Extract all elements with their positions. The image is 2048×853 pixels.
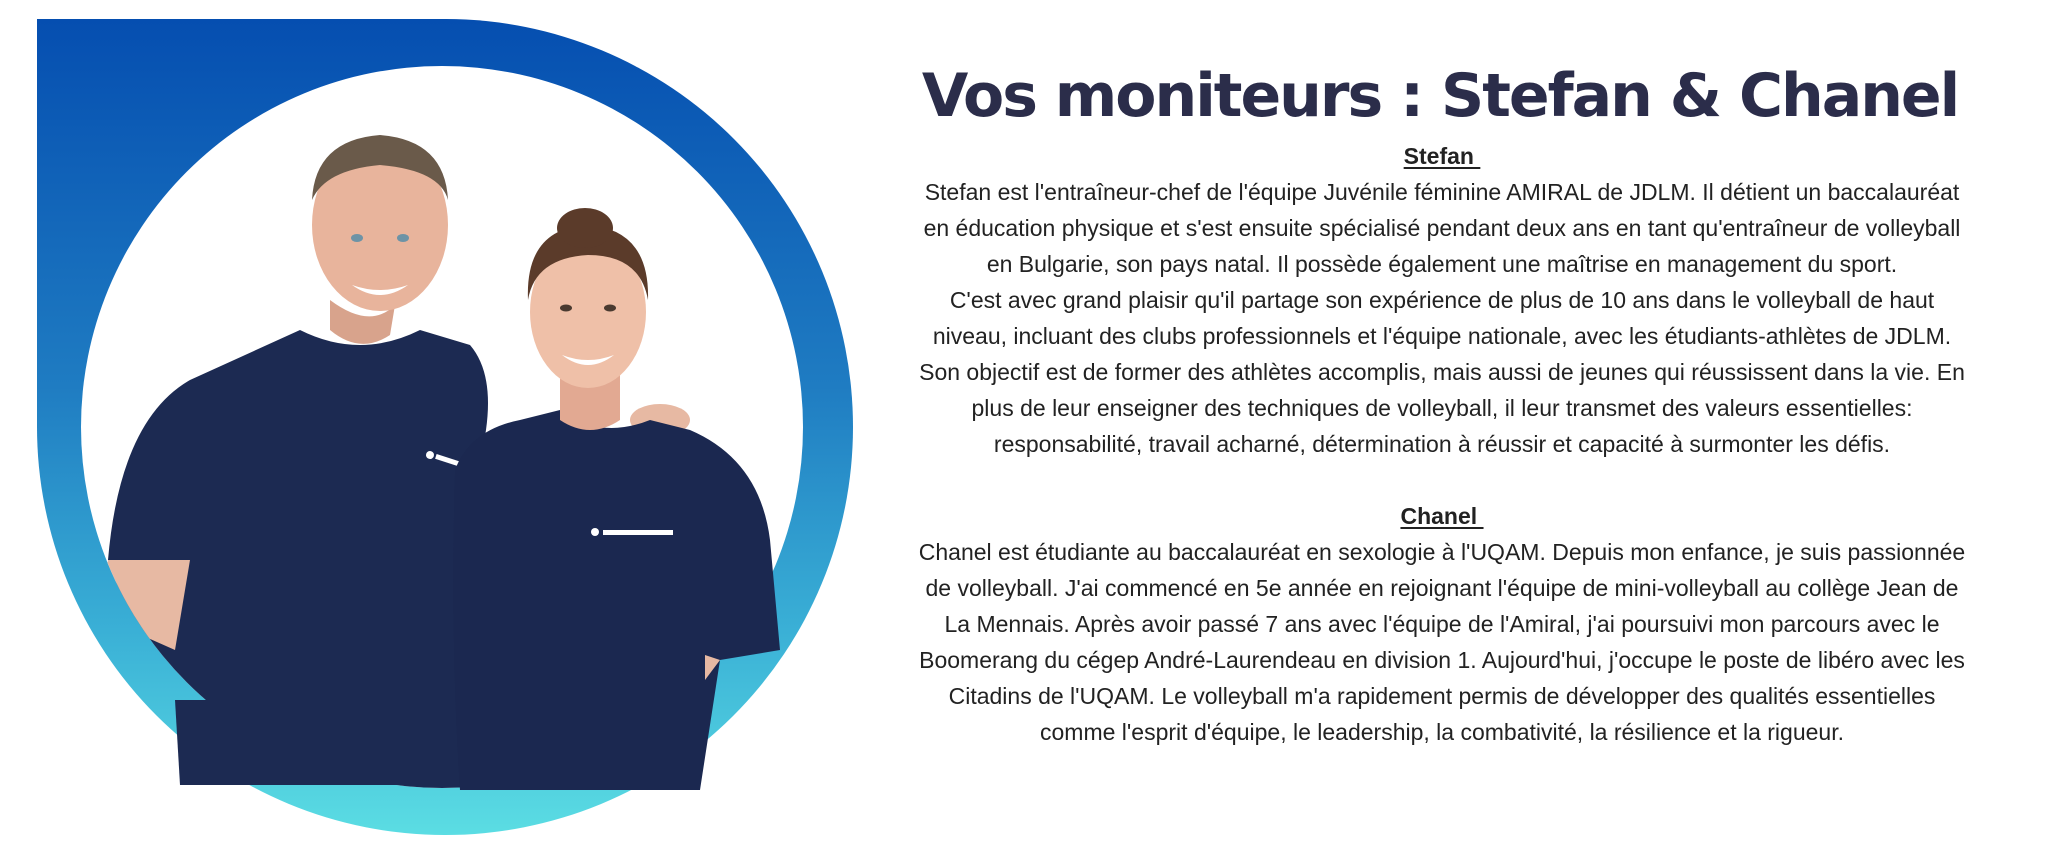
bio-line: Boomerang du cégep André-Laurendeau en division 1. Aujourd'hui, j'occupe le poste de libéro avec les [919, 647, 1965, 673]
coaches-photo [0, 0, 880, 853]
coaches-photo-frame [0, 0, 880, 853]
coach-description-chanel [848, 534, 2036, 750]
coach-name-chanel: Chanel [1400, 503, 1484, 529]
bio-line: en Bulgarie, son pays natal. Il possède également une maîtrise en management du sport. [986, 251, 1898, 277]
bio-line: niveau, incluant des clubs professionnels et l'équipe nationale, avec les étudiants-athlètes de JDLM. [932, 323, 1952, 349]
bio-line: Stefan est l'entraîneur-chef de l'équipe Juvénile féminine AMIRAL de JDLM. Il détient un baccalauréat [924, 179, 1960, 205]
coach-bio-stefan [848, 138, 2036, 462]
bio-line: C'est avec grand plaisir qu'il partage son expérience de plus de 10 ans dans le volleyball de haut [949, 287, 1935, 313]
coach-name-stefan: Stefan [1403, 143, 1481, 169]
bio-line: de volleyball. J'ai commencé en 5e année en rejoignant l'équipe de mini-volleyball au collège Jean de [925, 575, 1959, 601]
bio-line: en éducation physique et s'est ensuite spécialisé pendant deux ans en tant qu'entraîneur de volleyball [923, 215, 1961, 241]
bio-line: La Mennais. Après avoir passé 7 ans avec l'équipe de l'Amiral, j'ai poursuivi mon parcours avec le [944, 611, 1940, 637]
bio-line: comme l'esprit d'équipe, le leadership, la combativité, la résilience et la rigueur. [1040, 719, 1844, 745]
coach-bio-chanel [848, 498, 2036, 750]
coaches-content [848, 60, 2036, 750]
bio-line: plus de leur enseigner des techniques de volleyball, il leur transmet des valeurs essentielles: [971, 395, 1913, 421]
bio-line: Citadins de l'UQAM. Le volleyball m'a rapidement permis de développer des qualités essentielles [948, 683, 1936, 709]
bio-line: Son objectif est de former des athlètes accomplis, mais aussi de jeunes qui réussissent dans la vie. En [919, 359, 1965, 385]
coach-description-stefan [848, 174, 2036, 462]
bio-line: responsabilité, travail acharné, détermination à réussir et capacité à surmonter les défis. [993, 431, 1891, 457]
page-title: Vos moniteurs : Stefan & Chanel [921, 61, 1959, 131]
bio-line: Chanel est étudiante au baccalauréat en sexologie à l'UQAM. Depuis mon enfance, je suis passionnée [918, 539, 1966, 565]
